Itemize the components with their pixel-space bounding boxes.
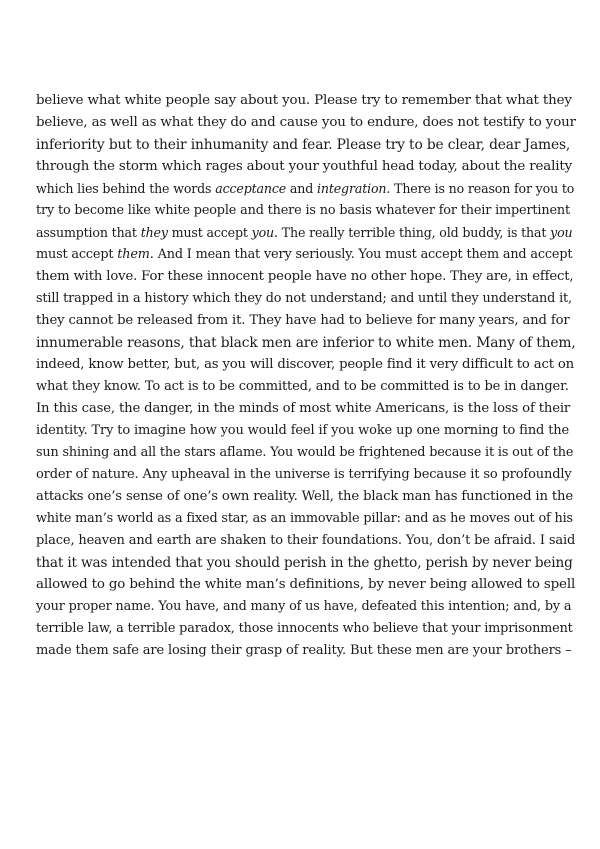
text-line: [36, 618, 576, 640]
text-segment: must accept: [36, 247, 118, 262]
text-line: [36, 486, 576, 508]
italic-text: acceptance: [215, 181, 287, 196]
text-line: [36, 266, 576, 288]
text-line: [36, 156, 576, 178]
text-segment: white man’s world as a fixed star, as an immovable pillar: and as he moves out of his: [36, 511, 573, 526]
text-line: [36, 90, 576, 112]
text-line: [36, 178, 576, 200]
italic-text: you: [550, 225, 573, 240]
text-line: [36, 574, 576, 596]
text-segment: that it was intended that you should perish in the ghetto, perish by never being: [36, 555, 573, 571]
text-line: [36, 442, 576, 464]
body-text: [36, 90, 576, 662]
text-segment: In this case, the danger, in the minds of most white Americans, is the loss of their: [36, 401, 571, 416]
text-line: [36, 640, 576, 662]
text-segment: And I mean that very seriously. You must accept them and accept: [153, 247, 573, 262]
text-segment: what they know. To act is to be committed, and to be committed is to be in danger.: [36, 379, 569, 394]
text-segment: still trapped in a history which they do not understand; and until they understand it,: [36, 291, 572, 306]
text-segment: made them safe are losing their grasp of reality. But these men are your brothers –: [36, 643, 572, 658]
text-line: [36, 112, 576, 134]
text-segment: attacks one’s sense of one’s own reality. Well, the black man has functioned in the: [36, 489, 574, 504]
text-line: [36, 288, 576, 310]
text-segment: inferiority but to their inhumanity and fear. Please try to be clear, dear James,: [36, 137, 571, 153]
text-segment: allowed to go behind the white man’s definitions, by never being allowed to spell: [36, 577, 576, 592]
text-segment: which lies behind the words: [36, 181, 216, 196]
text-line: [36, 420, 576, 442]
text-line: [36, 134, 576, 156]
text-segment: try to become like white people and there is no basis whatever for their impertinent: [36, 203, 570, 218]
text-segment: and: [286, 181, 317, 196]
text-segment: believe, as well as what they do and cause you to endure, does not testify to your: [36, 115, 576, 130]
text-line: [36, 398, 576, 420]
italic-text: they: [140, 225, 168, 240]
text-segment: must accept: [167, 225, 252, 240]
text-segment: them with love. For these innocent people have no other hope. They are, in effect,: [36, 269, 574, 284]
text-line: [36, 508, 576, 530]
text-segment: innumerable reasons, that black men are inferior to white men. Many of them,: [36, 335, 576, 351]
text-line: [36, 354, 576, 376]
text-segment: sun shining and all the stars aflame. You would be frightened because it is out of the: [36, 445, 574, 460]
text-segment: assumption that: [36, 225, 141, 240]
text-segment: terrible law, a terrible paradox, those innocents who believe that your imprisonment: [36, 621, 573, 636]
text-line: [36, 376, 576, 398]
italic-text: you.: [251, 225, 278, 240]
italic-text: them.: [117, 247, 154, 262]
text-segment: through the storm which rages about your youthful head today, about the reality: [36, 159, 573, 174]
text-segment: identity. Try to imagine how you would feel if you woke up one morning to find the: [36, 423, 570, 438]
text-line: [36, 200, 576, 222]
italic-text: integration.: [317, 181, 391, 196]
text-segment: they cannot be released from it. They have had to believe for many years, and for: [36, 313, 570, 328]
text-segment: order of nature. Any upheaval in the universe is terrifying because it so profoundly: [36, 467, 572, 482]
text-line: [36, 464, 576, 486]
text-line: [36, 310, 576, 332]
text-line: [36, 530, 576, 552]
text-line: [36, 244, 576, 266]
text-segment: There is no reason for you to: [390, 181, 575, 196]
text-line: [36, 596, 576, 618]
text-segment: your proper name. You have, and many of us have, defeated this intention; and, by a: [36, 599, 572, 614]
text-segment: indeed, know better, but, as you will discover, people find it very difficult to act on: [36, 357, 575, 372]
text-segment: believe what white people say about you. Please try to remember that what they: [36, 93, 572, 108]
text-line: [36, 332, 576, 354]
text-segment: The really terrible thing, old buddy, is that: [277, 225, 551, 240]
text-line: [36, 222, 576, 244]
text-line: [36, 552, 576, 574]
text-segment: place, heaven and earth are shaken to their foundations. You, don’t be afraid. I said: [36, 533, 576, 548]
